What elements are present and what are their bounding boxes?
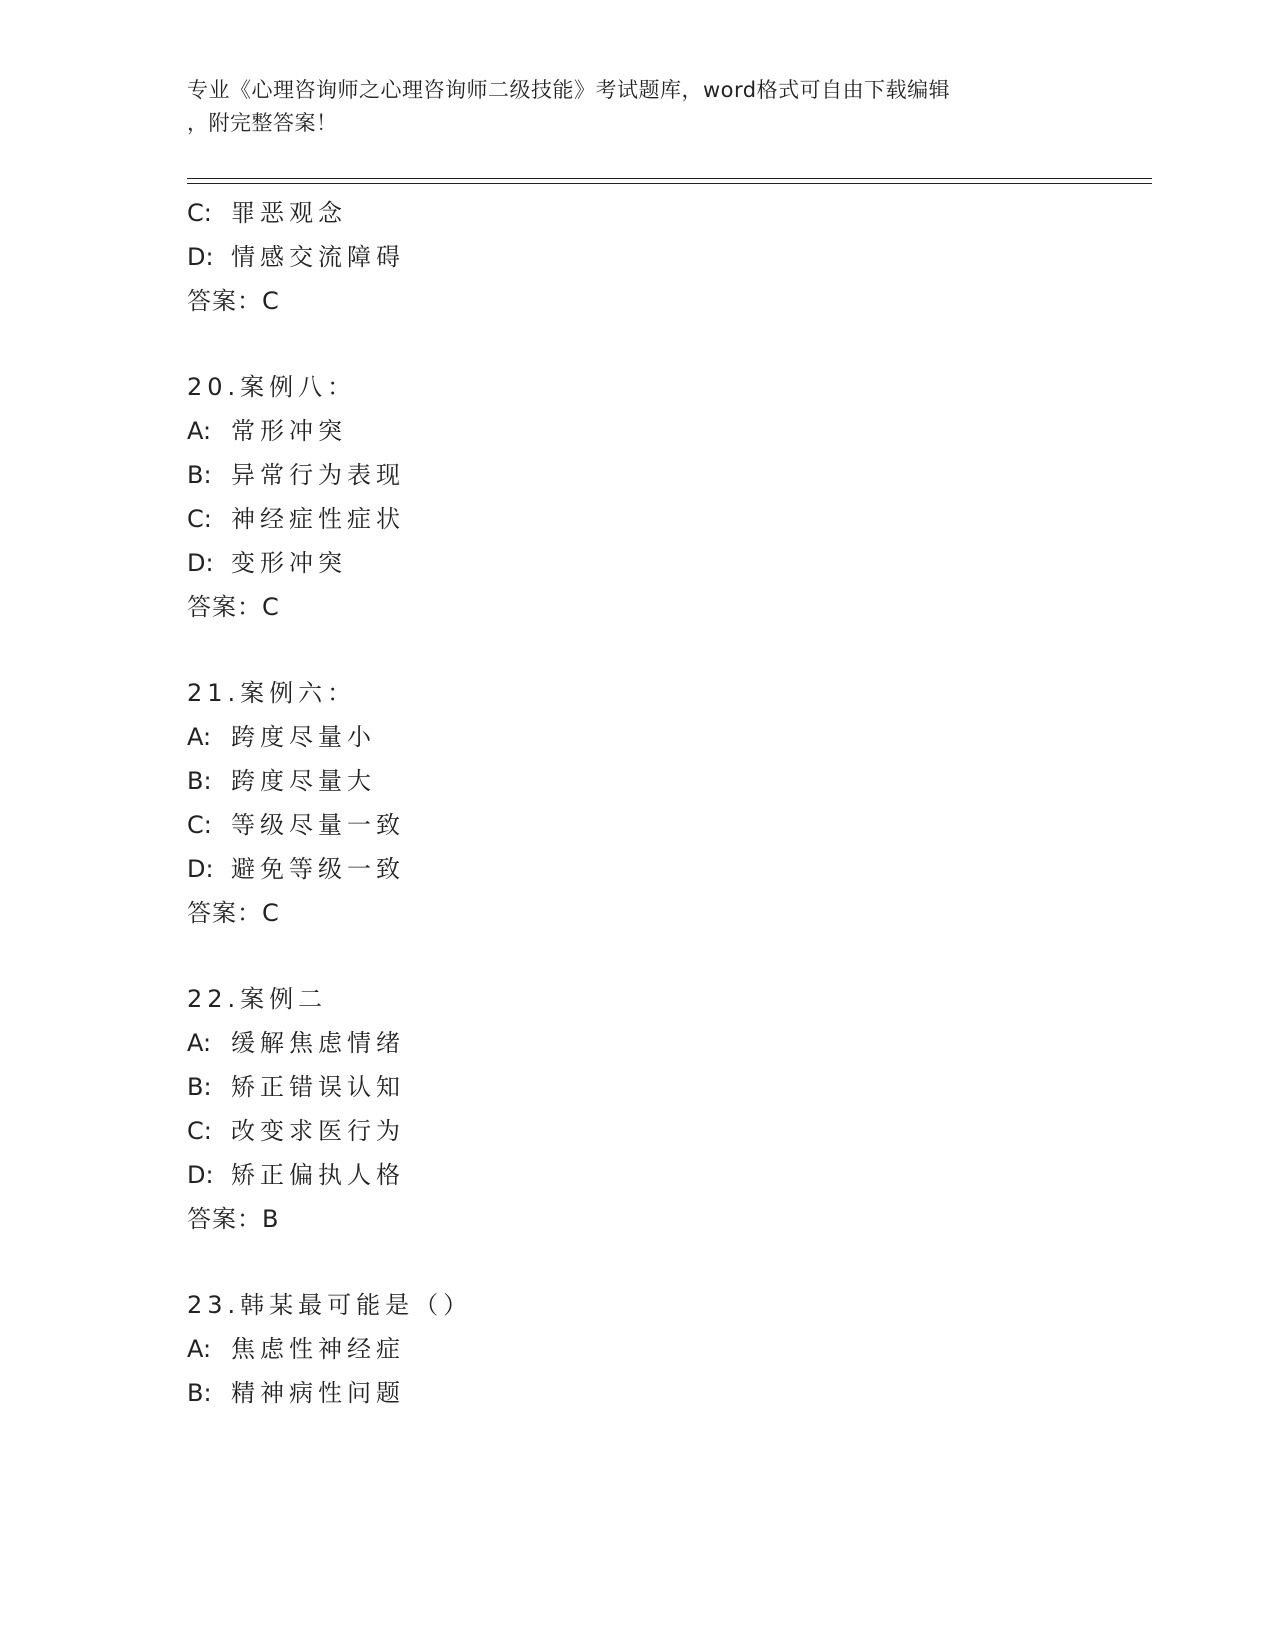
option-d: D:避免等级一致	[187, 855, 405, 883]
question-title: 23.韩某最可能是（）	[187, 1291, 473, 1319]
option-d: D:矫正偏执人格	[187, 1161, 405, 1189]
answer-line: 答案：C	[187, 287, 280, 315]
header-line-2: ，附完整答案！	[187, 111, 338, 135]
option-d: D:变形冲突	[187, 549, 347, 577]
option-c: C:罪恶观念	[187, 199, 347, 227]
option-b: B:矫正错误认知	[187, 1073, 405, 1101]
option-b: B:精神病性问题	[187, 1379, 405, 1407]
option-c: C:等级尽量一致	[187, 811, 405, 839]
option-a: A:焦虑性神经症	[187, 1335, 405, 1363]
option-b: B:跨度尽量大	[187, 767, 376, 795]
option-d: D:情感交流障碍	[187, 243, 405, 271]
question-title: 20.案例八：	[187, 373, 357, 401]
answer-line: 答案：C	[187, 899, 280, 927]
question-title: 22.案例二	[187, 985, 328, 1013]
option-a: A:缓解焦虑情绪	[187, 1029, 405, 1057]
answer-line: 答案：B	[187, 1205, 280, 1233]
header-divider	[187, 178, 1152, 179]
document-header	[187, 74, 1087, 140]
option-a: A:跨度尽量小	[187, 723, 376, 751]
option-c: C:神经症性症状	[187, 505, 405, 533]
header-divider	[187, 183, 1152, 184]
answer-line: 答案：C	[187, 593, 280, 621]
option-a: A:常形冲突	[187, 417, 347, 445]
header-line-1: 专业《心理咨询师之心理咨询师二级技能》考试题库，word格式可自由下载编辑	[187, 78, 951, 102]
option-b: B:异常行为表现	[187, 461, 405, 489]
option-c: C:改变求医行为	[187, 1117, 405, 1145]
question-title: 21.案例六：	[187, 679, 357, 707]
